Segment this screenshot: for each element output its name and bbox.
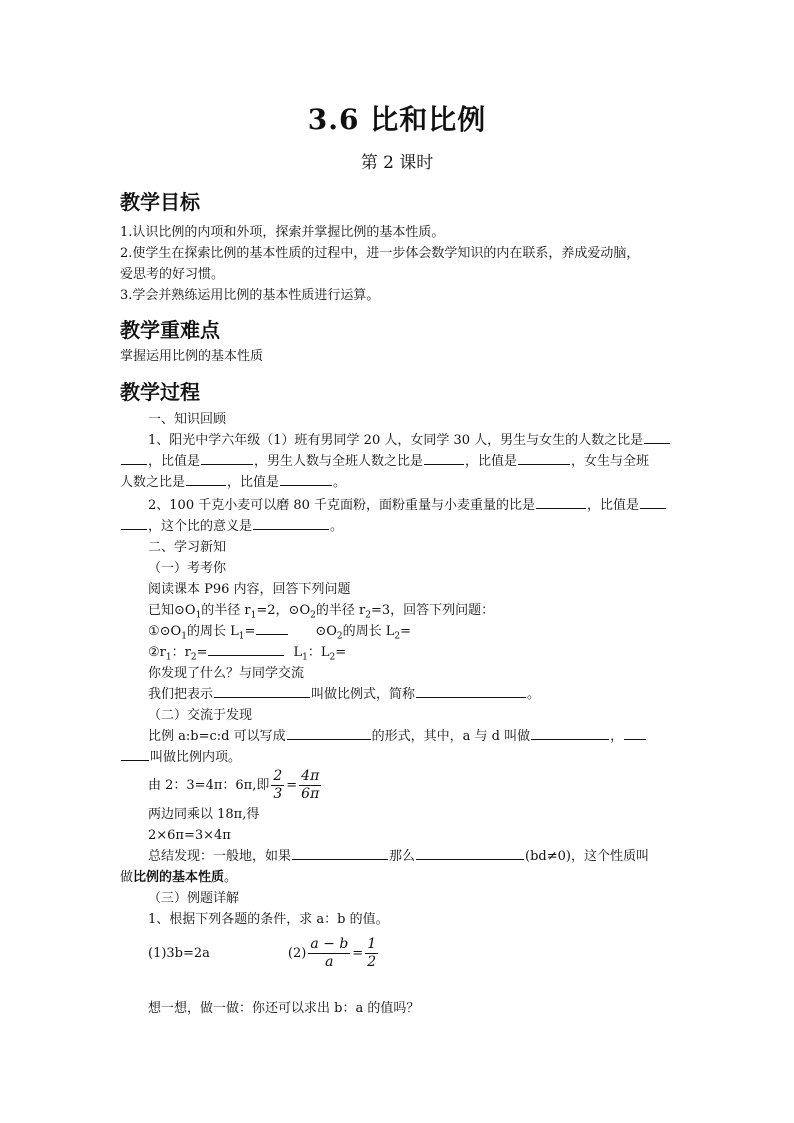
question-2-line-2: ，这个比的意义是 。 xyxy=(120,516,680,537)
think-prompt: 想一想，做一做：你还可以求出 b：a 的值吗？ xyxy=(148,1001,420,1016)
circumference-question: $①⊙O_1$的周长 $L_1=$ $⊙O_2$的周长 $L_2=$ xyxy=(148,624,412,642)
goal-item: 1.认识比例的内项和外项，探索并掌握比例的基本性质。 xyxy=(120,225,445,240)
page-title: 3.6 比和比例 xyxy=(307,103,487,136)
known-conditions: 已知$⊙O_1$的半径 $r_1=2$，$⊙O_2$的半径 $r_2=3$，回答下列问题： xyxy=(148,603,495,621)
question-2-line-1: 2、100 千克小麦可以磨 80 千克面粉，面粉重量与小麦重量的比是 ，比值是 xyxy=(148,495,708,516)
answer-blank xyxy=(416,858,524,860)
fraction-a-minus-b-over-a: $\frac{a - b}{a}$ xyxy=(310,936,349,970)
answer-blank xyxy=(644,442,670,444)
answer-blank xyxy=(253,528,329,530)
answer-blank xyxy=(624,738,646,740)
answer-blank xyxy=(424,463,464,465)
part-1-title: （一）考考你 xyxy=(148,561,227,576)
answer-blank xyxy=(214,696,310,698)
key-points-heading: 教学重难点 xyxy=(120,318,220,342)
answer-blank xyxy=(640,507,666,509)
fraction-2-3: $\frac{2}{3}$ xyxy=(273,768,283,802)
ratio-question: $②r_1$：$r_2= L_1$：$L_2=$ xyxy=(148,645,347,663)
answer-blank xyxy=(531,738,609,740)
discovery-prompt: 你发现了什么？与同学交流 xyxy=(148,666,305,681)
answer-blank xyxy=(536,507,586,509)
example-1-items: (1)3b=2a (2) $\frac{a - b}{a}$ = $\frac{1}{2}$ xyxy=(148,936,377,970)
answer-blank xyxy=(121,759,149,761)
multiply-result: 2×6π=3×4π xyxy=(148,828,231,843)
goal-item: 3.学会并熟练运用比例的基本性质进行运算。 xyxy=(120,288,380,303)
answer-blank xyxy=(121,528,147,530)
goals-heading: 教学目标 xyxy=(120,190,200,214)
question-1-line-1: 1、阳光中学六年级（1）班有男同学 20 人，女同学 30 人，男生与女生的人数之比是 xyxy=(148,430,708,451)
answer-blank xyxy=(280,484,332,486)
answer-blank xyxy=(518,463,570,465)
answer-blank xyxy=(121,463,147,465)
example-1-prompt: 1、根据下列各题的条件，求 a：b 的值。 xyxy=(148,912,389,927)
answer-blank xyxy=(416,696,526,698)
basic-property-term: 比例的基本性质 xyxy=(133,870,225,885)
goal-item: 2.使学生在探索比例的基本性质的过程中，进一步体会数学知识的内在联系，养成爱动脑， xyxy=(120,246,640,261)
definition-line: 我们把表示 叫做比例式，简称 。 xyxy=(148,687,541,702)
key-points-text: 掌握运用比例的基本性质 xyxy=(120,349,264,364)
proportion-terms-line-2: 叫做比例内项。 xyxy=(120,747,680,768)
answer-blank xyxy=(208,654,284,656)
proportion-terms-line-1: 比例 a:b=c:d 可以写成 的形式，其中，a 与 d 叫做 ， xyxy=(148,726,708,747)
multiply-step: 两边同乘以 18π,得 xyxy=(148,807,260,822)
question-1-line-2: ，比值是 ，男生人数与全班人数之比是 ，比值是 ，女生与全班 xyxy=(120,451,680,472)
answer-blank xyxy=(292,858,388,860)
fraction-1-2: $\frac{1}{2}$ xyxy=(367,936,377,970)
fraction-4pi-6pi: $\frac{4\pi}{6\pi}$ xyxy=(301,768,320,802)
answer-blank xyxy=(287,738,371,740)
summary-line-1: 总结发现：一般地，如果 那么 (bd≠0)，这个性质叫 xyxy=(148,849,649,864)
example-equation: 由 2：3=4π：6π,即 $\frac{2}{3}$ = $\frac{4\pi}{6\pi}$ xyxy=(148,768,320,802)
part-3-title: （三）例题详解 xyxy=(148,891,240,906)
new-knowledge-title: 二、学习新知 xyxy=(148,540,227,555)
question-1-line-3: 人数之比是 ，比值是 。 xyxy=(120,475,347,490)
answer-blank xyxy=(186,484,226,486)
reading-instruction: 阅读课本 P96 内容，回答下列问题 xyxy=(148,582,351,597)
review-title: 一、知识回顾 xyxy=(148,412,227,427)
answer-blank xyxy=(256,633,288,635)
answer-blank xyxy=(201,463,253,465)
goal-item: 爱思考的好习惯。 xyxy=(120,267,225,282)
part-2-title: （二）交流于发现 xyxy=(148,708,253,723)
page-subtitle: 第 2 课时 xyxy=(360,153,434,173)
summary-line-2: 做比例的基本性质。 xyxy=(120,870,238,885)
process-heading: 教学过程 xyxy=(120,380,200,404)
